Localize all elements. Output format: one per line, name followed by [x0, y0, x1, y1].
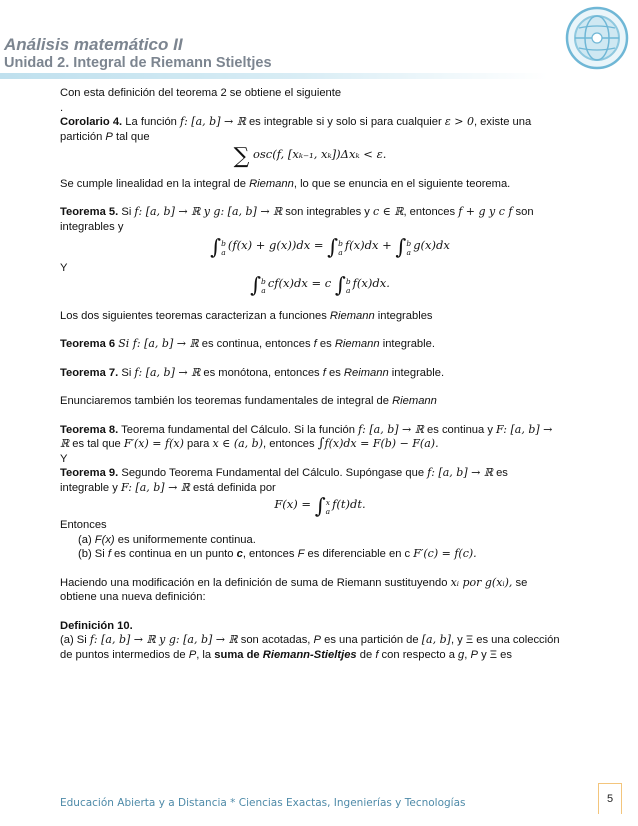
item-b: (b) Si f es continua en un punto c, entonces F es diferenciable en c F′(c) = f(c). [78, 547, 477, 560]
page-header [0, 0, 638, 82]
paragraph-fundamental: Enunciaremos también los teoremas fundamentales de integral de Riemann [60, 395, 437, 407]
conjunction-y: Y [60, 262, 68, 274]
teorema-7: Teorema 7. Si f: [a, b] → ℝ es monótona, entonces f es Reimann integrable. [60, 365, 445, 379]
header-divider [0, 73, 548, 79]
paragraph-intro: Con esta definición del teorema 2 se obtiene el siguiente . [60, 87, 342, 114]
paragraph-linearity: Se cumple linealidad en la integral de Riemann, lo que se enuncia en el siguiente teorema. [60, 177, 511, 190]
teorema-5: Teorema 5. Si f: [a, b] → ℝ y g: [a, b] → ℝ son integrables y c ∈ ℝ, entonces f + g y c f son integrables y [60, 205, 534, 233]
teorema-8: Teorema 8. Teorema fundamental del Cálculo. Si la función f: [a, b] → ℝ es continua y F: [a, b] → ℝ es tal que F′(x) = f(x) para x ∈ (a, b), entonces ∫f(x)dx = F(b) − F(a). [60, 422, 553, 451]
corolario-4: Corolario 4. La función f: [a, b] → ℝ es integrable si y solo si para cualquier ε > 0, existe una partición P tal que [60, 115, 532, 143]
equation-scalar-multiple: ∫b acf(x)dx = c ∫b af(x)dx. [250, 272, 390, 297]
paragraph-two-theorems: Los dos siguientes teoremas caracterizan a funciones Riemann integrables [60, 309, 433, 322]
teorema-6: Teorema 6 Si f: [a, b] → ℝ es continua, entonces f es Riemann integrable. [60, 337, 435, 350]
unit-title: Unidad 2. Integral de Riemann Stieltjes [4, 55, 272, 71]
conjunction-y-2: Y [60, 452, 68, 465]
globe-logo-icon [565, 6, 629, 70]
entonces-label: Entonces [60, 519, 107, 531]
paragraph-modification: Haciendo una modificación en la definición de suma de Riemann sustituyendo xᵢ por g(xᵢ), se obtiene una nueva definición: [60, 575, 528, 603]
item-a: (a) F(x) es uniformemente continua. [78, 533, 256, 546]
definicion-10-label: Definición 10. [60, 619, 133, 632]
page-content [60, 86, 560, 662]
equation-linearity-sum: ∫b a(f(x) + g(x))dx = ∫b af(x)dx + ∫b ag(x)dx [210, 235, 450, 259]
equation-oscillation-sum: ∑ osc(f, [xₖ₋₁, xₖ])Δxₖ < ε. [233, 144, 387, 169]
page-number: 5 [598, 783, 622, 814]
course-title: Análisis matemático II [4, 35, 183, 54]
teorema-9: Teorema 9. Segundo Teorema Fundamental del Cálculo. Supóngase que f: [a, b] → ℝ es integrable y F: [a, b] → ℝ está definida por [60, 466, 508, 494]
definicion-10: (a) Si f: [a, b] → ℝ y g: [a, b] → ℝ son acotadas, P es una partición de [a, b], y Ξ es una colección de puntos intermedios de P, la suma de Riemann-Stieltjes de f con respecto a g, P y Ξ es [60, 633, 560, 661]
equation-F-definition: F(x) = ∫x af(t)dt. [274, 494, 366, 518]
page-footer: Educación Abierta y a Distancia * Ciencias Exactas, Ingenierías y Tecnologías [60, 797, 466, 809]
